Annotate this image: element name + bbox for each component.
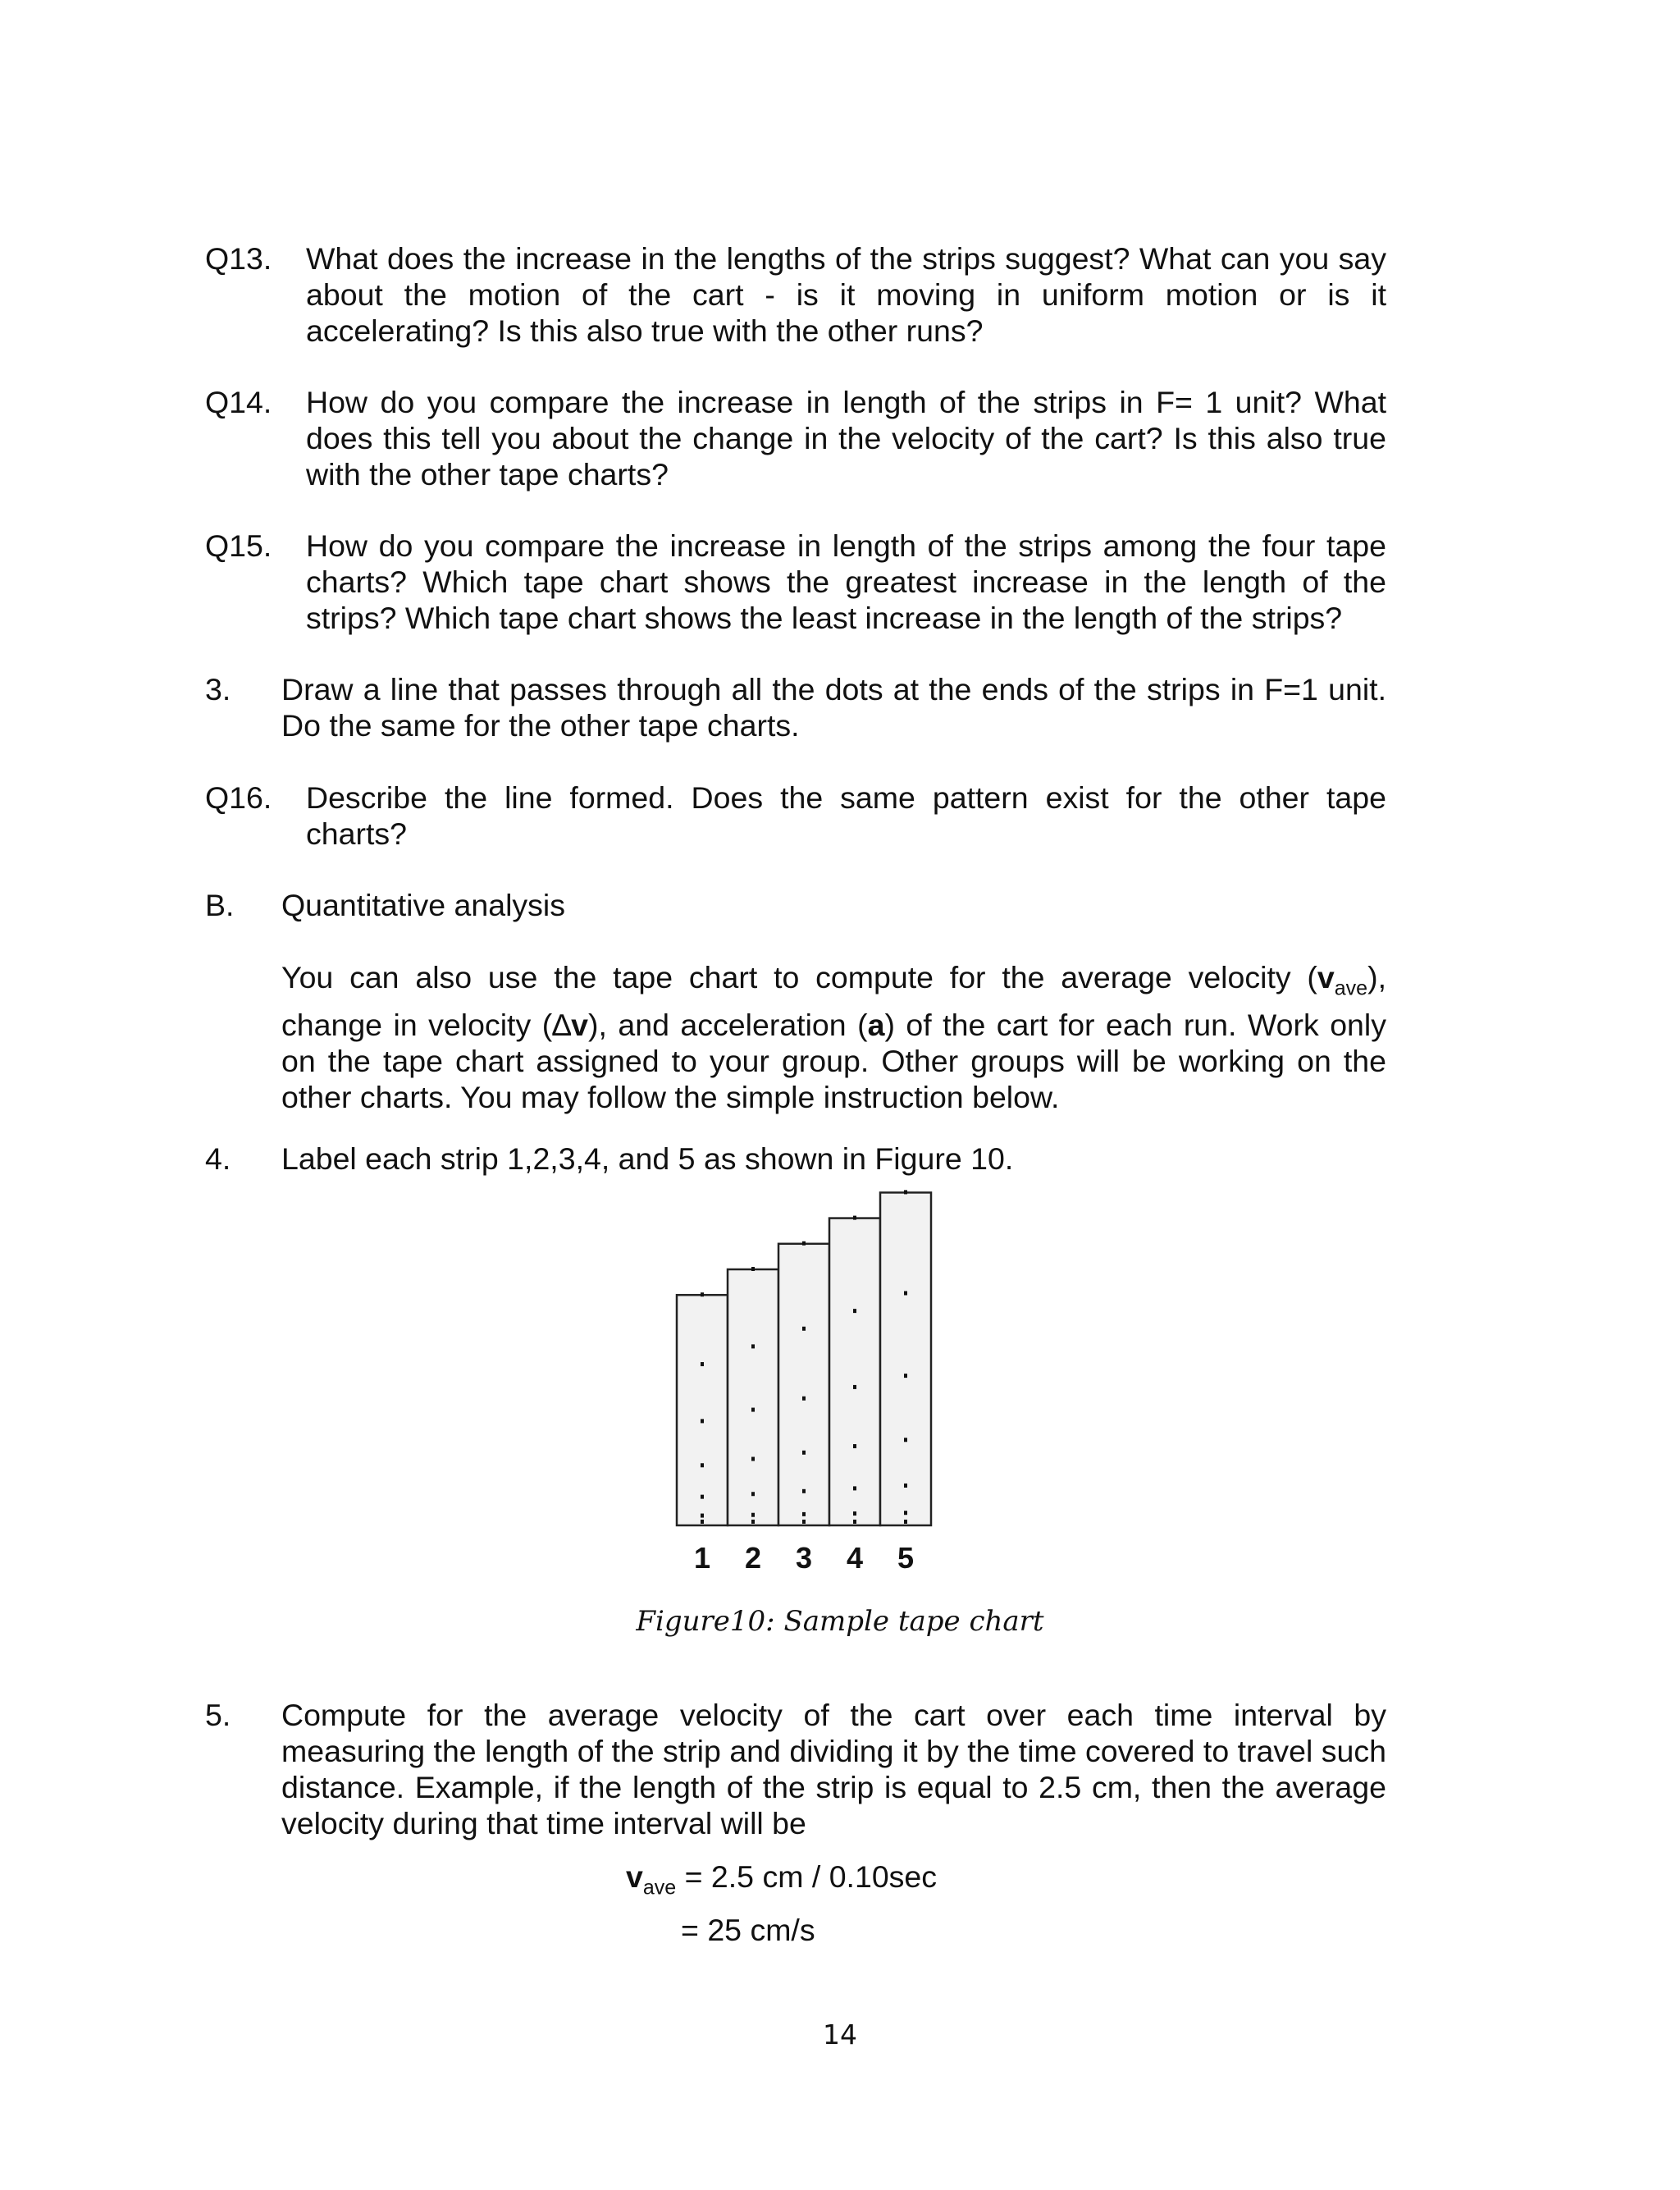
tape-chart-figure [664, 1177, 976, 1604]
tape-dot [904, 1291, 907, 1295]
step-number: 4. [205, 1141, 231, 1176]
tape-dot [904, 1438, 907, 1442]
tape-dot [751, 1267, 755, 1271]
tape-dot [853, 1486, 856, 1490]
question-q16 [205, 780, 1386, 852]
question-q15 [205, 528, 1386, 636]
section-title: Quantitative analysis [281, 888, 566, 922]
tape-dot [751, 1520, 755, 1524]
delta-symbol: ∆ [552, 1007, 572, 1042]
figure-caption: Figure10: Sample tape chart [636, 1605, 1044, 1638]
velocity-symbol: v [1317, 960, 1335, 994]
strip-label-5: 5 [897, 1541, 915, 1575]
tape-dot [802, 1489, 806, 1493]
tape-dot [802, 1451, 806, 1455]
equation-line-2: = 25 cm/s [681, 1913, 815, 1947]
section-b-heading [205, 887, 1386, 923]
tape-dot [701, 1362, 704, 1366]
step-text: Draw a line that passes through all the dots at the ends of the strips in F=1 unit. Do the same for the other tape charts. [281, 672, 1386, 743]
intro-paragraph: You can also use the tape chart to compute for the average velocity $(v_{ave})$, change in velocity (∆v), and acceleration (a) of the cart for each run. Work only on the tape chart assigned to your group. Other groups will be working on the other charts. You may follow the simple instruction below. [281, 960, 1386, 1114]
page-number: 14 [823, 2019, 857, 2051]
tape-dot [751, 1408, 755, 1412]
step-text: Label each strip 1,2,3,4, and 5 as shown in Figure 10. [281, 1141, 1014, 1176]
tape-strip-4 [829, 1218, 880, 1525]
tape-strip-5 [880, 1192, 931, 1525]
tape-dot [853, 1520, 856, 1524]
strip-label-1: 1 [693, 1541, 711, 1575]
tape-dot [904, 1484, 907, 1488]
tape-dot [904, 1511, 907, 1515]
tape-dot [751, 1513, 755, 1517]
tape-dot [701, 1520, 704, 1524]
tape-dot [701, 1463, 704, 1467]
equation-line-1: $v_{ave} = 2.5$ cm / 0.10sec [626, 1859, 938, 1900]
strip-label-4: 4 [846, 1541, 864, 1575]
tape-dot [904, 1374, 907, 1378]
tape-dot [853, 1444, 856, 1448]
question-q14 [205, 384, 1386, 492]
tape-dot [701, 1419, 704, 1423]
question-text: How do you compare the increase in length of the strips among the four tape charts? Which tape chart shows the greatest increase in the length of the strips? Which tape chart shows the least increase in the length of the strips? [306, 528, 1386, 635]
tape-dot [853, 1216, 856, 1220]
step-text: Compute for the average velocity of the cart over each time interval by measuring the length of the strip and dividing it by the time covered to travel such distance. Example, if the length of the strip is equal to 2.5 cm, then the average velocity during that time interval will be [281, 1698, 1386, 1840]
tape-dot [853, 1511, 856, 1516]
question-number: Q14. [205, 385, 272, 419]
tape-dot [802, 1241, 806, 1246]
velocity-symbol: v [571, 1007, 588, 1042]
tape-dot [802, 1397, 806, 1401]
question-number: Q13. [205, 241, 272, 276]
tape-dot [701, 1514, 704, 1518]
tape-strip-1 [677, 1295, 728, 1525]
tape-dot [701, 1495, 704, 1499]
step-5 [205, 1697, 1386, 1841]
tape-dot [751, 1492, 755, 1496]
tape-dot [701, 1292, 704, 1296]
velocity-symbol: v [626, 1859, 643, 1894]
strip-label-2: 2 [744, 1541, 762, 1575]
question-text: How do you compare the increase in length of the strips in F= 1 unit? What does this tell you about the change in the velocity of the cart? Is this also true with the other tape charts? [306, 385, 1386, 491]
tape-dot [904, 1190, 907, 1194]
tape-strip-3 [778, 1244, 829, 1525]
tape-dot [751, 1344, 755, 1348]
tape-strip-2 [728, 1269, 778, 1525]
step-number: 3. [205, 672, 231, 706]
tape-dot [802, 1520, 806, 1524]
section-letter: B. [205, 888, 235, 922]
ave-subscript: ave [1334, 976, 1368, 1000]
question-q13 [205, 240, 1386, 349]
acceleration-symbol: a [867, 1007, 885, 1042]
tape-dot [802, 1327, 806, 1331]
tape-dot [904, 1520, 907, 1524]
tape-dot [853, 1309, 856, 1313]
tape-dot [751, 1457, 755, 1461]
step-4 [205, 1141, 1386, 1177]
question-number: Q16. [205, 780, 272, 815]
step-number: 5. [205, 1698, 231, 1732]
strip-label-3: 3 [795, 1541, 813, 1575]
question-number: Q15. [205, 528, 272, 563]
question-text: Describe the line formed. Does the same pattern exist for the other tape charts? [306, 780, 1386, 851]
step-3 [205, 671, 1386, 743]
question-text: What does the increase in the lengths of the strips suggest? What can you say about the motion of the cart - is it moving in uniform motion or is it accelerating? Is this also true with the other runs? [306, 241, 1386, 348]
tape-dot [853, 1385, 856, 1389]
tape-dot [802, 1512, 806, 1516]
ave-subscript: ave [642, 1876, 677, 1900]
